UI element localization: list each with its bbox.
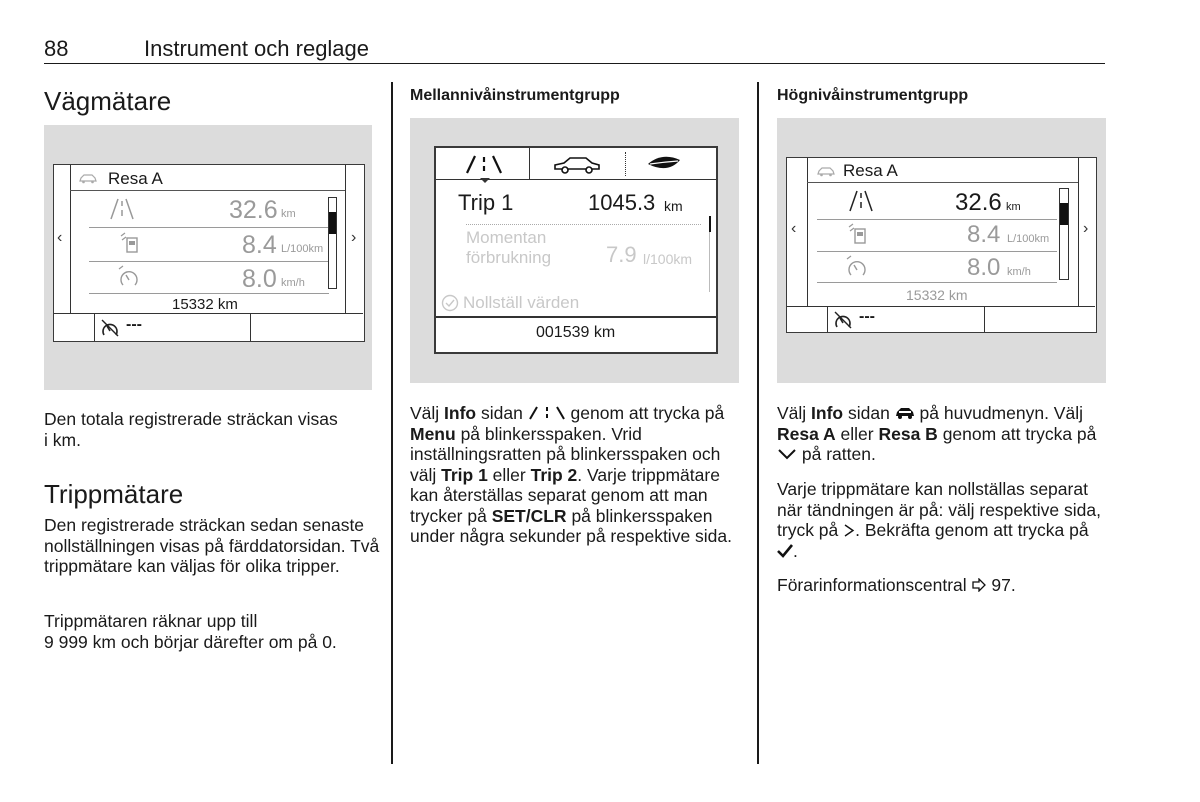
trip-distance-unit: km: [1006, 201, 1021, 213]
trip-meter-description: Den registrerade sträckan sedan senaste nollställningen visas på färddatorsidan. Två trippmätare kan väljas för olika tripper.: [44, 515, 380, 576]
trip-distance-unit: km: [281, 208, 296, 220]
heading-high-level-cluster: Högnivåinstrumentgrupp: [777, 87, 969, 104]
cross-reference: Förarinformationscentral 97.: [777, 575, 1016, 595]
chevron-right-icon: ›: [351, 229, 357, 246]
road-icon: [848, 190, 874, 212]
average-speed-unit: km/h: [1007, 266, 1031, 278]
consumption-label: Momentan förbrukning: [466, 228, 552, 267]
total-distance: 15332 km: [172, 296, 238, 313]
trip-unit: km: [664, 198, 683, 214]
high-level-instructions-1: Välj Info sidan på huvudmenyn. Välj Resa A eller Resa B genom att trycka på på ratten.: [777, 403, 1097, 464]
speed-limiter-value: ---: [126, 316, 142, 333]
fuel-consumption-unit: L/100km: [1007, 233, 1050, 245]
column-divider: [757, 82, 759, 764]
speed-limiter-icon: [100, 318, 120, 338]
road-icon: [464, 154, 504, 174]
reset-values-label: Nollställ värden: [463, 293, 580, 312]
consumption-unit: l/100km: [643, 251, 693, 267]
consumption-value: 7.9: [606, 242, 637, 267]
fuel-consumption-icon: [119, 232, 141, 254]
odometer-description: Den totala registrerade sträckan visas i km.: [44, 409, 338, 450]
chevron-left-icon: ‹: [791, 220, 797, 237]
speed-limiter-icon: [833, 310, 853, 330]
fuel-consumption-icon: [847, 223, 869, 245]
high-level-figure: [777, 118, 1106, 383]
trip-label: Trip 1: [458, 190, 514, 215]
scrollbar: [328, 197, 337, 289]
odometer-value: 001539 km: [536, 324, 616, 341]
heading-odometer: Vägmätare: [44, 86, 172, 116]
heading-trip-meter: Trippmätare: [44, 479, 184, 509]
display-screen: [53, 164, 365, 342]
trip-meter-rollover: Trippmätaren räknar upp till 9 999 km och börjar därefter om på 0.: [44, 611, 337, 652]
eco-leaf-icon: [644, 154, 684, 174]
display-screen: [434, 146, 718, 354]
scrollbar: [1059, 188, 1069, 280]
chevron-right-icon: ›: [1083, 220, 1089, 237]
checkmark-icon: [777, 544, 793, 558]
heading-mid-level-cluster: Mellannivåinstrumentgrupp: [410, 87, 620, 104]
average-speed-value: 8.0: [967, 254, 1001, 281]
screen-title: Resa A: [843, 161, 898, 180]
trip-value: 1045.3: [588, 190, 656, 215]
car-icon: [78, 173, 98, 184]
total-distance: 15332 km: [906, 287, 968, 303]
speed-limiter-value: ---: [859, 308, 875, 325]
chevron-right-icon: [843, 524, 855, 537]
mid-level-figure: [410, 118, 739, 383]
average-speed-icon: [117, 265, 141, 289]
screen-title: Resa A: [108, 169, 163, 188]
trip-distance-value: 32.6: [229, 196, 278, 224]
display-screen: [786, 157, 1097, 333]
chevron-down-icon: [777, 448, 797, 460]
chapter-title: Instrument och reglage: [144, 36, 370, 61]
column-divider: [391, 82, 393, 764]
car-icon: [816, 166, 836, 177]
fuel-consumption-value: 8.4: [242, 231, 277, 259]
road-icon: [109, 198, 135, 220]
average-speed-unit: km/h: [281, 277, 305, 289]
chevron-left-icon: ‹: [57, 229, 63, 246]
page-number: 88: [44, 36, 69, 61]
average-speed-value: 8.0: [242, 265, 277, 293]
odometer-figure: [44, 125, 372, 390]
trip-distance-value: 32.6: [955, 189, 1002, 216]
mid-level-instructions: Välj Info sidan genom att trycka på Menu på blinkersspaken. Vrid inställningsratten på blinkersspaken och välj Trip 1 eller Trip 2. Varje trippmätare kan återställas separat genom att man trycker på SET/CLR på blinkersspaken under några sekunder på respektive sida.: [410, 403, 733, 546]
page-header: [44, 34, 1105, 64]
car-icon: [895, 407, 915, 420]
average-speed-icon: [845, 255, 869, 279]
scrollbar: [709, 216, 711, 232]
fuel-consumption-value: 8.4: [967, 221, 1001, 248]
check-circle-icon: [441, 294, 459, 312]
car-icon: [552, 155, 602, 175]
fuel-consumption-unit: L/100km: [281, 243, 324, 255]
road-icon: [528, 406, 566, 420]
page-reference-arrow-icon: [972, 578, 987, 592]
high-level-instructions-2: Varje trippmätare kan nollställas separat när tändningen är på: välj respektive sida, tryck på . Bekräfta genom att trycka på .: [777, 479, 1101, 561]
